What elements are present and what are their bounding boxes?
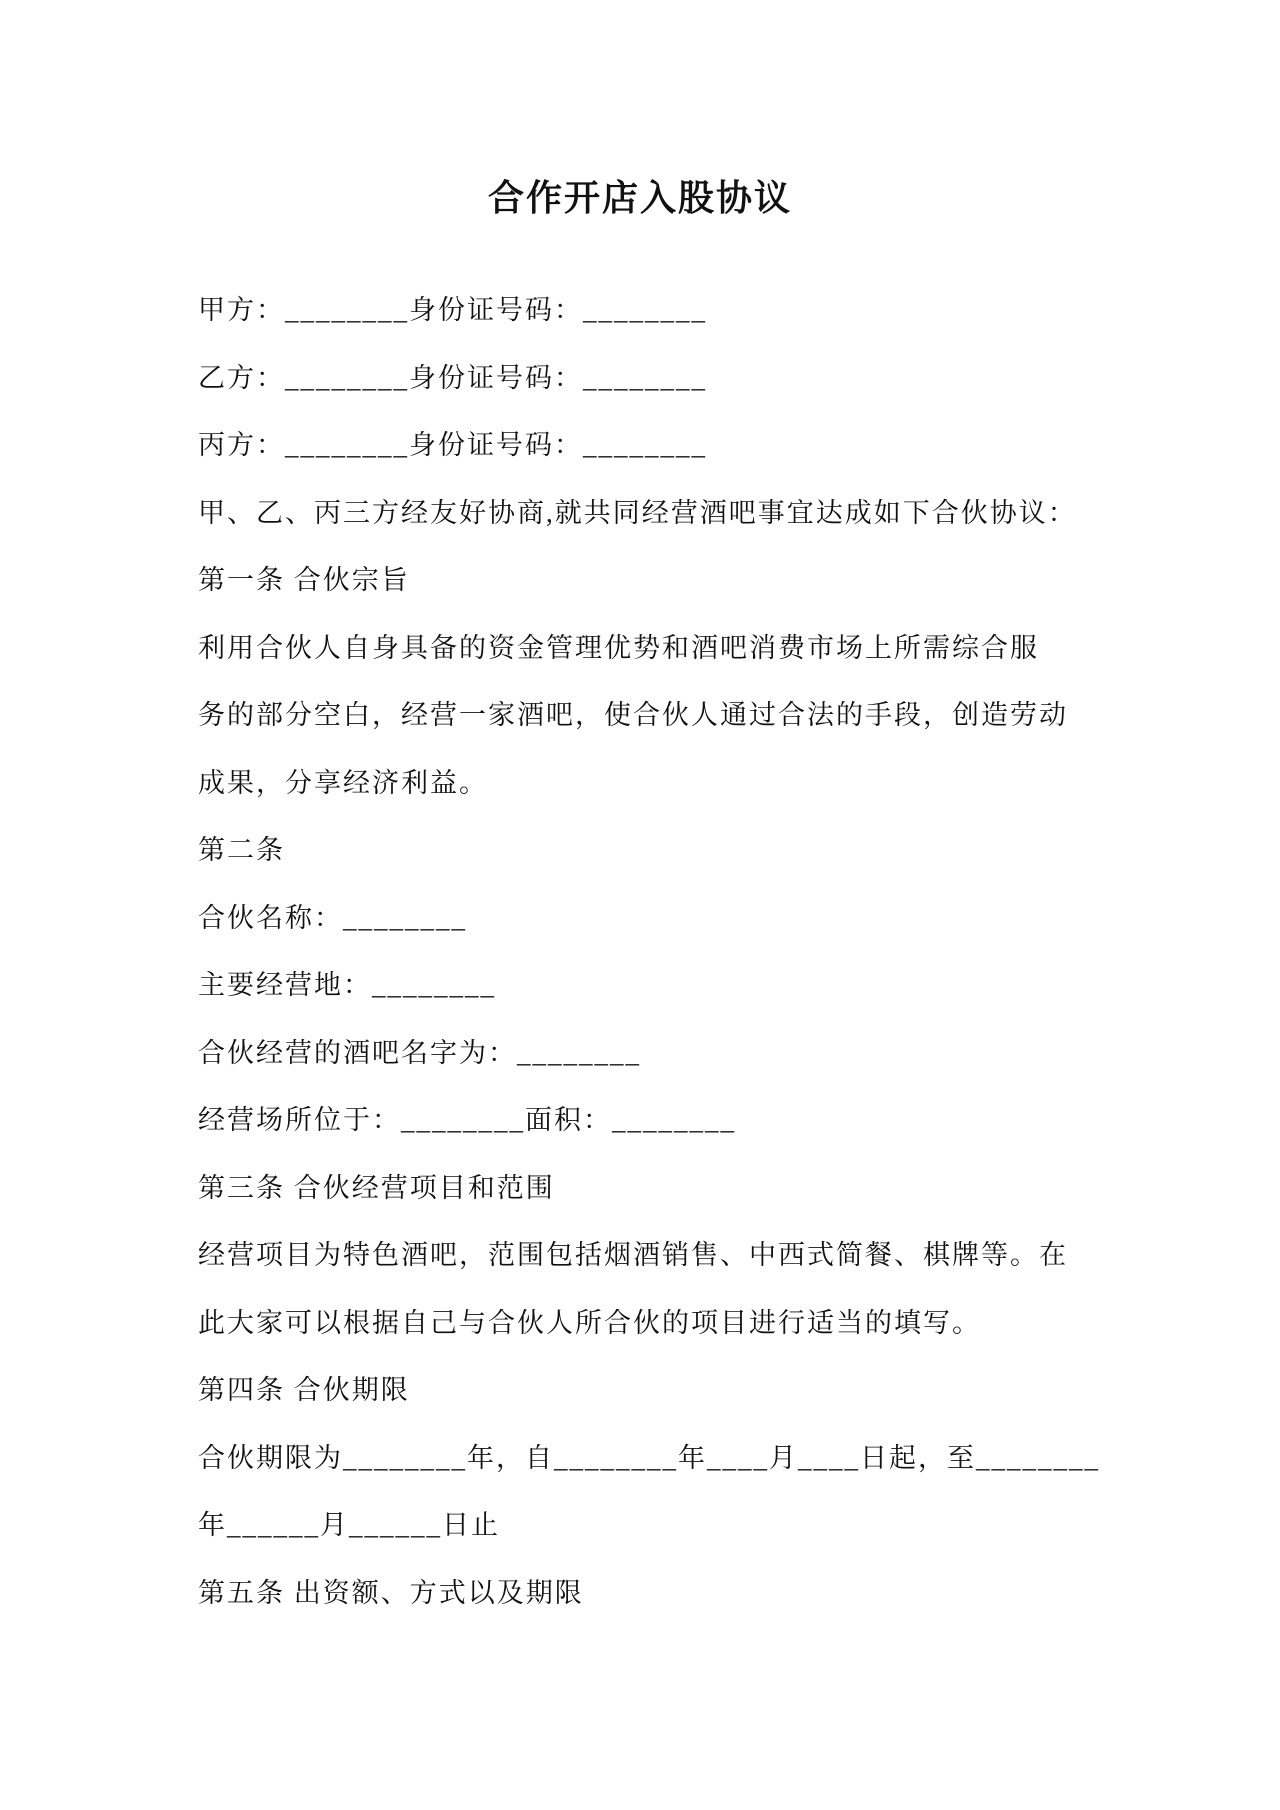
party-c-line: 丙方：________身份证号码：________ (198, 430, 707, 460)
partnership-name-line: 合伙名称：________ (198, 902, 467, 933)
article-3-text: 经营项目为特色酒吧，范围包括烟酒销售、中西式简餐、棋牌等。在 (198, 1240, 1068, 1270)
article-5-heading: 第五条 出资额、方式以及期限 (198, 1577, 584, 1608)
article-1-heading: 第一条 合伙宗旨 (198, 565, 410, 595)
preamble: 甲、乙、丙三方经友好协商,就共同经营酒吧事宜达成如下合伙协议： (198, 497, 1077, 528)
document-body (198, 277, 1098, 1627)
article-1-text: 务的部分空白，经营一家酒吧，使合伙人通过合法的手段，创造劳动 (198, 700, 1068, 730)
article-3-heading: 第三条 合伙经营项目和范围 (198, 1172, 555, 1203)
article-1-text: 成果，分享经济利益。 (198, 767, 488, 798)
document-title: 合作开店入股协议 (487, 178, 792, 218)
article-2-heading: 第二条 (198, 835, 285, 865)
article-4-text: 合伙期限为________年，自________年____月____日起，至________ (198, 1442, 1100, 1473)
premises-line: 经营场所位于：________面积：________ (198, 1105, 736, 1135)
article-4-text: 年______月______日止 (198, 1510, 500, 1540)
party-b-line: 乙方：________身份证号码：________ (198, 362, 707, 393)
party-a-line: 甲方：________身份证号码：________ (198, 295, 707, 325)
article-3-text: 此大家可以根据自己与合伙人所合伙的项目进行适当的填写。 (198, 1307, 981, 1338)
article-4-heading: 第四条 合伙期限 (198, 1375, 410, 1405)
main-location-line: 主要经营地：________ (198, 970, 496, 1000)
article-1-text: 利用合伙人自身具备的资金管理优势和酒吧消费市场上所需综合服 (198, 632, 1039, 663)
bar-name-line: 合伙经营的酒吧名字为：________ (198, 1037, 641, 1068)
